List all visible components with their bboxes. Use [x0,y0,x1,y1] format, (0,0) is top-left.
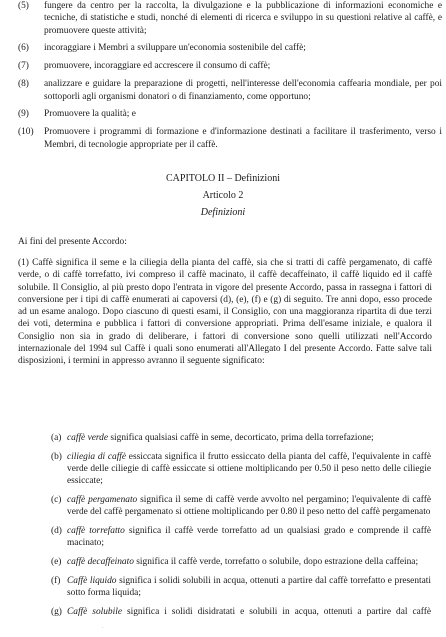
definition-letter: (g) [51,607,62,617]
list-item [18,42,442,54]
definition-term: caffè pergamenato [67,495,138,505]
definition-term: caffè decaffeinato [67,557,134,567]
chapter-title: CAPITOLO II – Definizioni [166,173,280,184]
item-text: promuovere, incoraggiare ed accrescere il consumo di caffè; [44,61,271,72]
definition-letter: (c) [51,495,62,505]
definition-letter: (f) [51,576,61,586]
definition-body [67,525,431,549]
definition-body [67,556,431,568]
definition-item [51,451,431,487]
definitions-list [51,432,431,637]
definition-term: Caffè solubile [67,607,122,617]
definition-body [67,432,431,444]
list-item [18,78,442,103]
item-text: analizzare e guidare la preparazione di progetti, nell'interesse dell'economia caffearia mondiale, per poi sottoporli agli organismi donatori o di finanziamento, come opportuno; [44,79,442,102]
item-number: (9) [18,109,29,120]
item-number: (8) [18,79,29,90]
definition-letter: (d) [51,526,62,536]
definition-body [67,451,431,487]
definition-item [51,432,431,444]
page-bottom-edge [0,619,446,627]
item-text: incoraggiare i Membri a sviluppare un'economia sostenibile del caffè; [44,43,306,54]
definition-text: significa il caffè verde, torrefatto o solubile, dopo estrazione della caffeina; [133,557,419,567]
item-text: Promuovere la qualità; e [44,109,136,120]
list-item [18,108,442,120]
item-number: (6) [18,43,29,54]
intro-text: Ai fini del presente Accordo: [18,237,127,247]
definition-paragraph: (1) Caffè significa il seme e la ciliegia della pianta del caffè, sia che si tratti di caffè pergamenato, di caffè verde, o di caffè torrefatto, ivi compreso il caffè macinato, il caffè decaffeinato, il caffè liquido ed il caffè solubile. Il Consiglio, al più presto dopo l'entrata in vigore del presente Accordo, passa in rassegna i fattori di conversione per i tipi di caffè enumerati ai capoversi (d), (e), (f) e (g) di seguito. Tre anni dopo, esso procede ad un esame analogo. Dopo ciascuno di questi esami, il Consiglio, con una maggioranza ripartita di due terzi dei voti, determina e pubblica i fattori di conversione appropriati. Prima dell'esame iniziale, e qualora il Consiglio non sia in grado di deliberare, i fattori di conversione sono quelli utilizzati nell'Accordo internazionale del 1994 sul Caffè i quali sono enumerati all'Allegato I del presente Accordo. Fatte salve tali disposizioni, i termini in appresso avranno il seguente significato: [18,258,432,367]
definition-item [51,556,431,568]
definition-text: significa i solidi disidratati e solubili in acqua, ottenuti a partire dal caffè [126,607,431,617]
definition-text: significa il caffè verde torrefatto ad un qualsiasi grado e comprende il caffè macinato; [67,526,432,548]
list-item [18,126,442,151]
item-text: fungere da centro per la raccolta, la divulgazione e la pubblicazione di informazioni economiche e tecniche, di statistiche e studi, nonché di elementi di ricerca e sviluppo in su questioni relative al caffè, e promuovere queste attività; [44,1,442,36]
item-number: (10) [18,127,34,138]
article-number: Articolo 2 [202,190,244,201]
definition-term: ciliegia di caffè [67,452,127,462]
definition-letter: (e) [51,557,62,567]
definition-item [51,575,431,599]
definition-text: significa qualsiasi caffè in seme, decorticato, prima della torrefazione; [108,433,374,443]
definition-term: Caffè liquido [67,576,117,586]
definition-item [51,525,431,549]
article-subtitle: Definizioni [200,207,246,218]
definition-term: caffè torrefatto [67,526,125,536]
item-text: Promuovere i programmi di formazione e d'informazione destinati a facilitare il trasferimento, verso i Membri, di tecnologie appropriate per il caffè. [44,127,442,150]
list-item [18,0,442,37]
item-number: (5) [18,1,29,11]
definition-text: significa il seme di caffè verde avvolto nel pergamino; l'equivalente di caffè verde del caffè pergamenato si ottiene moltiplicando per 0.80 il peso netto del caffè pergamenato [67,495,431,517]
definition-text: significa i solidi solubili in acqua, ottenuti a partire dal caffè torrefatto e presentati sotto forma liquida; [67,576,432,598]
definition-term: caffè verde [67,433,109,443]
numbered-list [18,0,442,157]
definition-body [67,575,431,599]
definition-item [51,494,431,518]
definition-letter: (a) [51,433,62,443]
definition-text: essiccata significa il frutto essiccato della pianta del caffè, l'equivalente in caffè verde delle ciliegie di caffè essiccate si ottiene moltiplicando per 0.50 il peso netto delle ciliegie essiccate; [67,452,431,486]
item-number: (7) [18,61,29,72]
definition-body [67,494,431,518]
list-item [18,60,442,72]
definition-letter: (b) [51,452,62,462]
